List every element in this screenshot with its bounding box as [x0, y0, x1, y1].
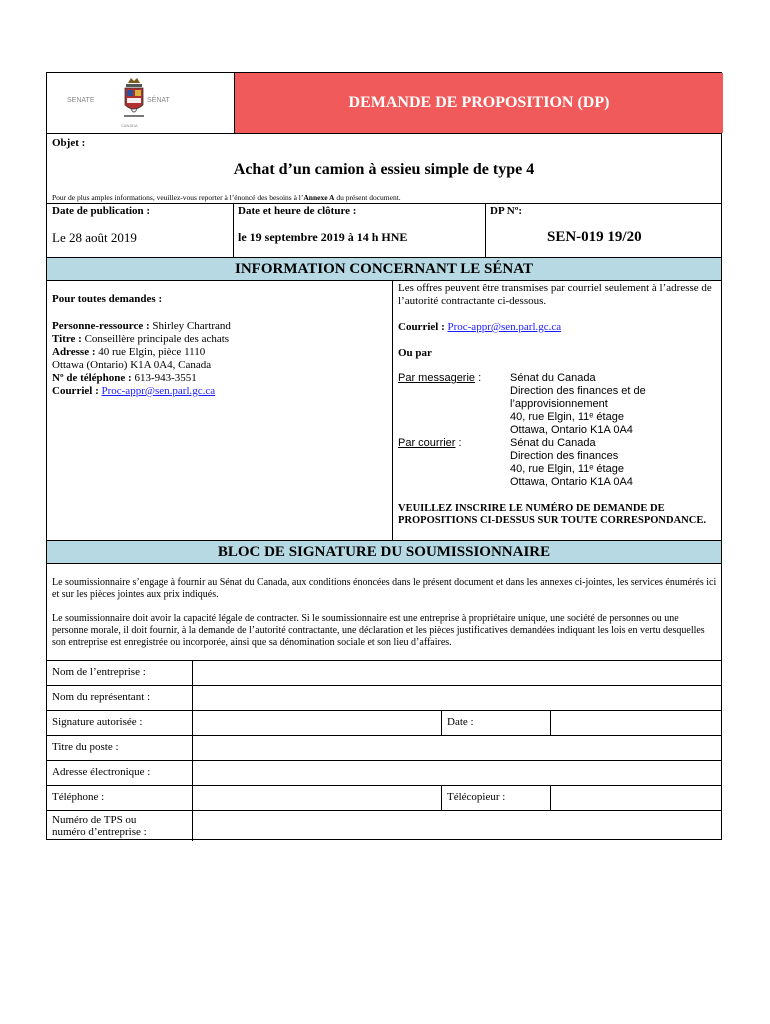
publication-date-label: Date de publication : — [52, 205, 151, 217]
signature-paragraph-1: Le soumissionnaire s’engage à fournir au Sénat du Canada, aux conditions énoncées dans le présent document et dans les annexes ci-jointes, les services énumérés ici et sur les pièces jointes aux prix indiqués. — [52, 577, 717, 600]
logo-text-right: SÉNAT — [147, 97, 170, 104]
contact-email-link[interactable]: Proc-appr@sen.parl.gc.ca — [101, 385, 216, 397]
contact-title: Titre : Conseillère principale des achats — [52, 333, 230, 345]
mail-label: Par courrier : — [398, 437, 462, 449]
email-input[interactable] — [193, 761, 722, 785]
signature-banner: BLOC DE SIGNATURE DU SOUMISSIONNAIRE — [47, 540, 721, 564]
submission-intro: Les offres peuvent être transmises par courriel seulement à l’adresse de l’autorité contractante ci-dessous. — [398, 282, 712, 307]
document-title: DEMANDE DE PROPOSITION (DP) — [348, 94, 610, 111]
closing-date-label: Date et heure de clôture : — [238, 205, 357, 217]
field-label-company: Nom de l’entreprise : — [52, 666, 146, 678]
objet-subject: Achat d’un camion à essieu simple de type 4 — [233, 161, 535, 178]
field-label-job-title: Titre du poste : — [52, 741, 119, 753]
mail-address: Sénat du Canada Direction des finances 40, rue Elgin, 11ᵉ étage Ottawa, Ontario K1A 0A4 — [510, 437, 633, 488]
contact-phone: Nº de téléphone : 613-943-3551 — [52, 372, 197, 384]
senate-crest-icon — [121, 75, 147, 125]
logo-text-bottom: CANADA — [121, 123, 138, 128]
field-label-representative: Nom du représentant : — [52, 691, 151, 703]
field-label-signature: Signature autorisée : — [52, 716, 143, 728]
inquiries-heading: Pour toutes demandes : — [52, 293, 163, 305]
publication-date-value: Le 28 août 2019 — [52, 230, 137, 245]
gst-number-input[interactable] — [193, 811, 722, 840]
contact-person: Personne-ressource : Shirley Chartrand — [52, 320, 231, 332]
messenger-address: Sénat du Canada Direction des finances et de l’approvisionnement 40, rue Elgin, 11ᵉ étage Ottawa, Ontario K1A 0A4 — [510, 372, 646, 436]
title-banner — [234, 73, 723, 133]
messenger-label: Par messagerie : — [398, 372, 482, 384]
dp-number-label: DP Nº: — [490, 205, 523, 217]
fax-input[interactable] — [551, 786, 722, 810]
logo-text-left: SENATE — [67, 97, 95, 104]
field-label-fax: Télécopieur : — [447, 791, 506, 803]
dp-number-value: SEN-019 19/20 — [547, 229, 642, 245]
field-label-gst: Numéro de TPS ou numéro d’entreprise : — [52, 814, 147, 838]
signature-input[interactable] — [193, 711, 441, 735]
submission-email: Courriel : Proc-appr@sen.parl.gc.ca — [398, 321, 562, 333]
phone-input[interactable] — [193, 786, 441, 810]
company-name-input[interactable] — [193, 661, 722, 685]
field-label-email: Adresse électronique : — [52, 766, 151, 778]
reference-notice: VEUILLEZ INSCRIRE LE NUMÉRO DE DEMANDE DE PROPOSITIONS CI-DESSUS SUR TOUTE CORRESPONDANCE. — [398, 503, 706, 526]
signature-paragraph-2: Le soumissionnaire doit avoir la capacité légale de contracter. Si le soumissionnaire est une entreprise à propriétaire unique, une société de personnes ou une personne morale, il doit fournir, à la demande de l’autorité contractante, une déclaration et les pièces justificatives demandées indiquant les lois en vertu desquelles son entreprise est enregistrée ou incorporée, ainsi que sa dénomination sociale et son lieu d’affaires. — [52, 613, 705, 648]
or-by-label: Ou par — [398, 347, 432, 359]
contact-block — [52, 320, 387, 398]
job-title-input[interactable] — [193, 736, 722, 760]
field-label-phone: Téléphone : — [52, 791, 105, 803]
document-page — [46, 72, 722, 840]
contact-address-line2: Ottawa (Ontario) K1A 0A4, Canada — [52, 359, 212, 371]
closing-date-value: le 19 septembre 2019 à 14 h HNE — [238, 230, 408, 244]
representative-name-input[interactable] — [193, 686, 722, 710]
contact-email: Courriel : Proc-appr@sen.parl.gc.ca — [52, 385, 216, 397]
objet-note: Pour de plus amples informations, veuillez-vous reporter à l’énoncé des besoins à l’Annexe A du présent document. — [52, 193, 401, 202]
submission-email-link[interactable]: Proc-appr@sen.parl.gc.ca — [447, 321, 562, 333]
objet-label: Objet : — [52, 137, 86, 149]
date-input[interactable] — [551, 711, 722, 735]
info-banner: INFORMATION CONCERNANT LE SÉNAT — [47, 257, 721, 281]
senate-logo — [47, 73, 234, 132]
field-label-date: Date : — [447, 716, 474, 728]
contact-address: Adresse : 40 rue Elgin, pièce 1110 — [52, 346, 206, 358]
